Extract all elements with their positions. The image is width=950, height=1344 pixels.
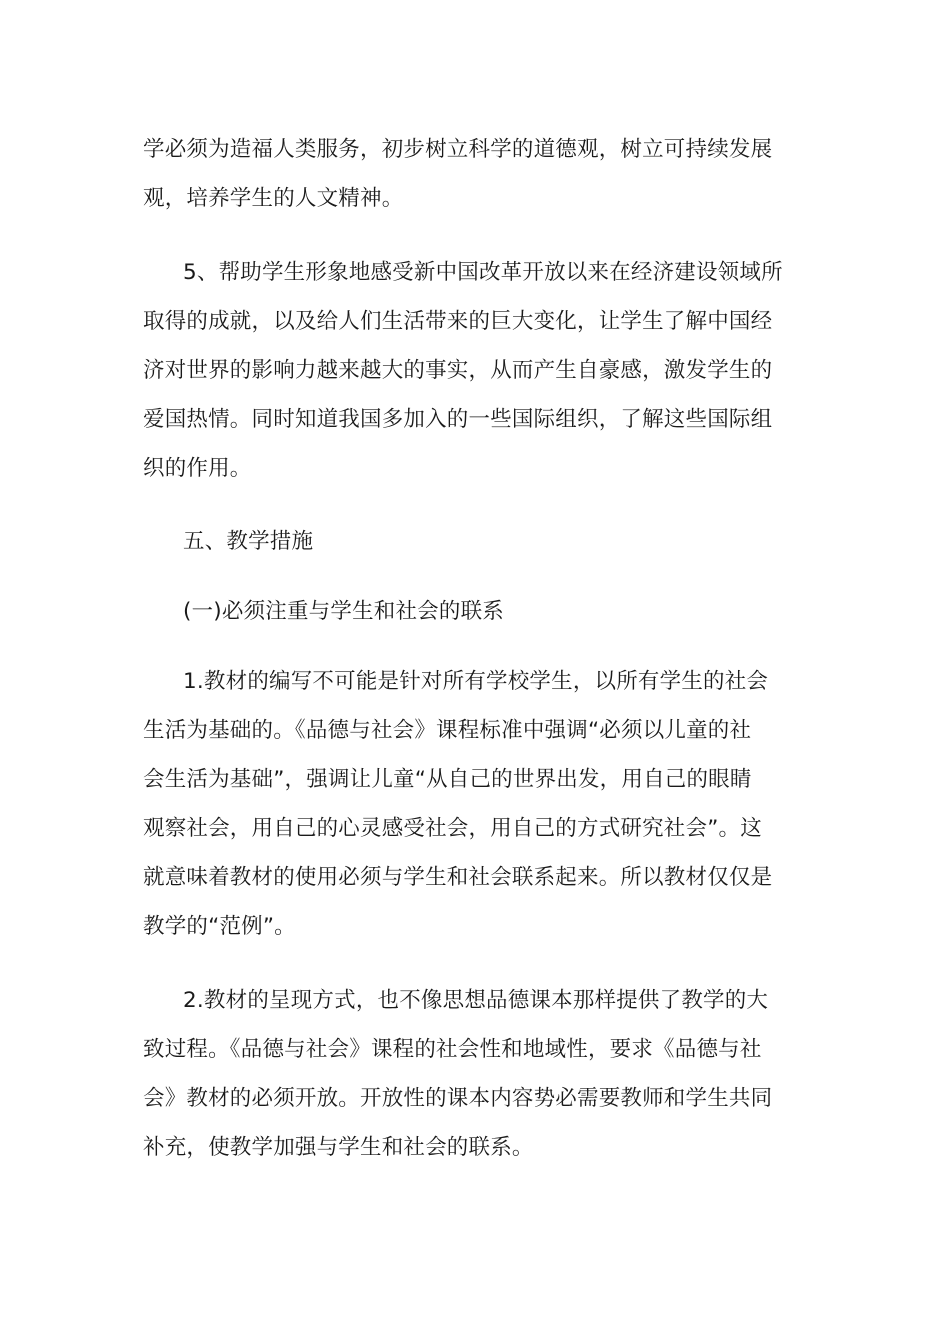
paragraph-line: 济对世界的影响力越来越大的事实，从而产生自豪感，激发学生的 — [143, 358, 773, 383]
paragraph-line: 补充，使教学加强与学生和社会的联系。 — [143, 1135, 534, 1160]
paragraph-line: 生活为基础的。《品德与社会》课程标准中强调“必须以儿童的社 — [143, 718, 752, 743]
paragraph-line: 学必须为造福人类服务，初步树立科学的道德观，树立可持续发展 — [143, 137, 773, 162]
paragraph-line: 致过程。《品德与社会》课程的社会性和地域性，要求《品德与社 — [143, 1037, 762, 1062]
paragraph-line: 取得的成就，以及给人们生活带来的巨大变化，让学生了解中国经 — [143, 309, 773, 334]
paragraph-line: 教学的“范例”。 — [143, 914, 296, 939]
paragraph-line: 1.教材的编写不可能是针对所有学校学生，以所有学生的社会 — [183, 669, 769, 694]
paragraph-line: 就意味着教材的使用必须与学生和社会联系起来。所以教材仅仅是 — [143, 865, 773, 890]
paragraph-line: 爱国热情。同时知道我国多加入的一些国际组织，了解这些国际组 — [143, 407, 773, 432]
paragraph-line: 观察社会，用自己的心灵感受社会，用自己的方式研究社会”。这 — [143, 816, 762, 841]
subsection-heading: (一)必须注重与学生和社会的联系 — [183, 599, 504, 624]
paragraph-line: 5、帮助学生形象地感受新中国改革开放以来在经济建设领域所 — [183, 260, 783, 285]
paragraph-line: 会生活为基础”，强调让儿童“从自己的世界出发，用自己的眼睛 — [143, 767, 752, 792]
paragraph-line: 2.教材的呈现方式，也不像思想品德课本那样提供了教学的大 — [183, 988, 769, 1013]
paragraph-line: 观，培养学生的人文精神。 — [143, 186, 404, 211]
paragraph-line: 织的作用。 — [143, 456, 252, 481]
section-heading: 五、教学措施 — [183, 529, 314, 554]
paragraph-line: 会》教材的必须开放。开放性的课本内容势必需要教师和学生共同 — [143, 1086, 773, 1111]
